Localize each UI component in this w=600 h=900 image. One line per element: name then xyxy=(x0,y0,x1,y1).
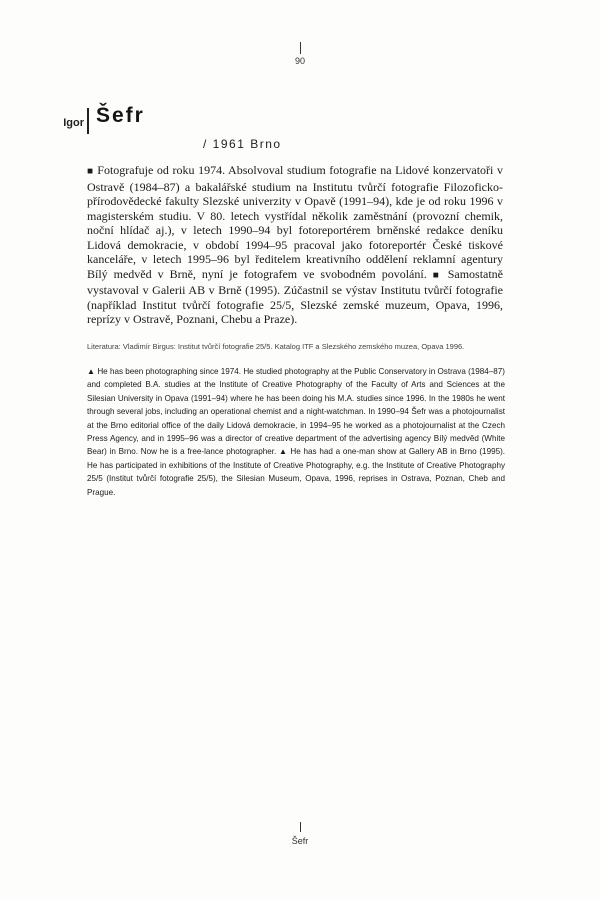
biography-czech-career: Fotografuje od roku 1974. Absolvoval studium fotografie na Lidové konzervatoři v Ostravě (1984–87) a bakalářské studium na Institutu tvůrčí fotografie Filozoficko-přírodovědecké fakulty Slezské univerzity v Opavě (1991–94), kde je od roku 1996 v magisterském studiu. V 80. letech vystřídal několik zaměstnání (provozní chemik, noční hlídač aj.), v letech 1990–94 byl fotoreportérem brněnské redakce deníku Lidová demokracie, v období 1994–95 pracoval jako fotoreportér České tiskové kanceláře, v letech 1995–96 byl ředitelem kreativního oddělení reklamní agentury Bílý medvěd v Brně, nyní je fotografem ve svobodném povolání. xyxy=(87,163,503,281)
biography-english xyxy=(87,365,505,499)
biography-czech-exhibitions: Samostatně vystavoval v Galerii AB v Brně (1995). Zúčastnil se výstav Institutu tvůrčí fotografie (například Institut tvůrčí fotografie 25/5, Slezské zemské muzeum, Opava, 1996, reprízy v Ostravě, Poznani, Chebu a Praze). xyxy=(87,266,504,326)
name-divider xyxy=(87,108,89,134)
biography-english-exhibitions: He has had a one-man show at Gallery AB in Brno (1995). He has participated in exhibitions of the Institute of Creative Photography, e.g. the Institute of Creative Photography 25/5 (Institut tvůrčí fotografie 25/5), the Silesian Museum, Opava, 1996, reprises in Ostrava, Poznan, Cheb and Prague. xyxy=(87,447,506,497)
running-footer: Šefr xyxy=(291,836,309,846)
biography-czech xyxy=(87,163,503,327)
page-number-rule xyxy=(300,42,301,54)
artist-last-name: Šefr xyxy=(96,104,145,127)
birth-info: / 1961 Brno xyxy=(203,137,282,151)
artist-first-name: Igor xyxy=(63,117,84,129)
square-bullet-icon: ■ xyxy=(432,269,442,281)
square-bullet-icon: ■ xyxy=(87,166,94,177)
literature-reference: Literatura: Vladimír Birgus: Institut tvůrčí fotografie 25/5. Katalog ITF a Slezského zemského muzea, Opava 1996. xyxy=(87,342,465,351)
triangle-bullet-icon: ▲ xyxy=(279,447,288,457)
page-number: 90 xyxy=(294,56,305,66)
biography-english-career: He has been photographing since 1974. He studied photography at the Public Conservatory in Ostrava (1984–87) and completed B.A. studies at the Institute of Creative Photography of the Faculty of Arts and Sciences at the Silesian University in Opava (1991–94) where he has been doing his M.A. studies since 1996. In the 1980s he went through several jobs, including an operational chemist and a night-watchman. In 1990–94 Šefr was a photojournalist at the Brno editorial office of the daily Lidová demokracie, in 1994–95 he worked as a photojournalist at the Czech Press Agency, and in 1995–96 was a director of creative department of the advertising agency Bílý medvěd (White Bear) in Brno. Now he is a free-lance photographer. xyxy=(87,367,505,457)
triangle-bullet-icon: ▲ xyxy=(87,367,96,376)
footer-rule xyxy=(300,822,301,832)
